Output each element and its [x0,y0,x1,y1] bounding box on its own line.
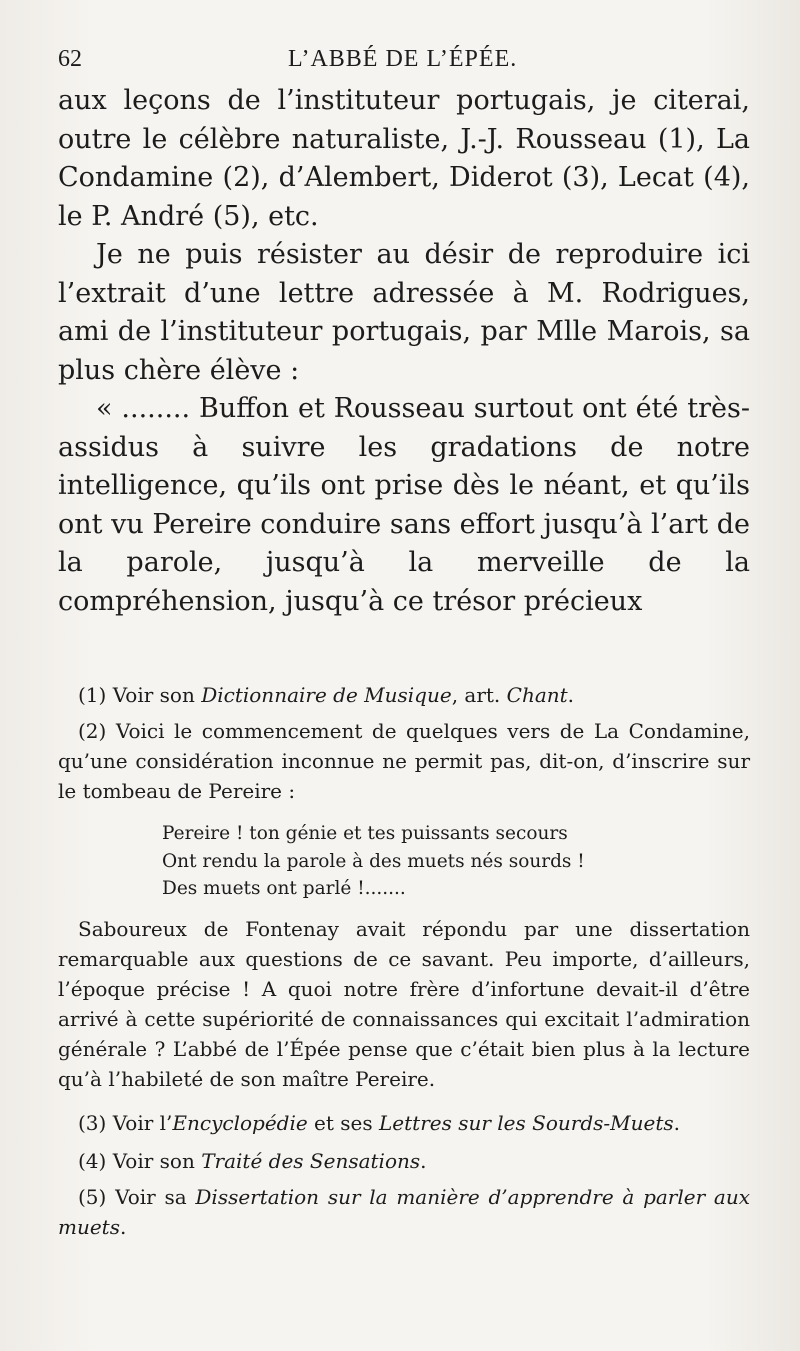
running-head: L’ABBÉ DE L’ÉPÉE. [288,46,518,72]
footnote-2-continuation [58,914,750,1094]
fn3-middle: et ses [307,1111,380,1135]
fn4-title: Traité des Sensations [201,1149,421,1173]
page-number: 62 [58,46,82,72]
footnote-3 [58,1108,750,1138]
verse-line-3: Des muets ont parlé !....... [162,878,406,899]
fn5-end: . [119,1215,127,1239]
footnote-2 [58,716,750,806]
fn1-prefix: (1) Voir son [78,683,202,707]
fn1-article: Chant [506,683,568,707]
fn4-end: . [420,1149,427,1173]
fn1-middle: , art. [451,683,507,707]
footnote-5 [58,1182,750,1242]
fn3-title-1: Encyclopédie [172,1111,308,1135]
fn5-title: Dissertation sur la manière d’apprendre à parler aux muets [58,1185,750,1239]
fn1-end: . [567,683,575,707]
fn4-prefix: (4) Voir son [78,1149,202,1173]
paragraph-2: Je ne puis résister au désir de reproduire ici l’extrait d’une lettre adressée à M. Rodrigues, ami de l’instituteur portugais, par Mlle Marois, sa plus chère élève : [58,239,750,386]
fn5-prefix: (5) Voir sa [78,1185,196,1209]
fn2-continuation: Saboureux de Fontenay avait répondu par une dissertation remarquable aux questions de ce savant. Peu importe, d’ailleurs, l’époque précise ! A quoi notre frère d’infortune devait-il d’être arrivé à cette supériorité de connaissances qui excitait l’admiration générale ? L’abbé de l’Épée pense que c’était bien plus à la lecture qu’à l’habileté de son maître Pereire. [58,917,750,1091]
fn3-title-2: Lettres sur les Sourds-Muets [379,1111,674,1135]
paragraph-1: aux leçons de l’instituteur portugais, je citerai, outre le célèbre naturaliste, J.-J. Rousseau (1), La Condamine (2), d’Alembert, Diderot (3), Lecat (4), le P. André (5), etc. [58,85,750,232]
verse-line-2: Ont rendu la parole à des muets nés sourds ! [162,850,585,872]
fn3-end: . [673,1111,681,1135]
paragraph-3-quote: « ........ Buffon et Rousseau surtout ont été très-assidus à suivre les gradations de notre intelligence, qu’ils ont prise dès le néant, et qu’ils ont vu Pereire conduire sans effort jusqu’à l’art de la parole, jusqu’à la merveille de la compréhension, jusqu’à ce trésor précieux [58,393,750,617]
footnote-1 [58,680,750,710]
verse-line-1: Pereire ! ton génie et tes puissants secours [162,823,568,844]
fn3-prefix: (3) Voir l’ [78,1111,173,1135]
page-header [58,42,748,82]
verse-block [162,820,682,903]
fn2-intro: (2) Voici le commencement de quelques vers de La Condamine, qu’une considération inconnue ne permit pas, dit-on, d’inscrire sur le tombeau de Pereire : [58,719,750,803]
main-text [58,82,750,621]
footnote-4 [58,1146,750,1176]
fn1-title: Dictionnaire de Musique [201,683,452,707]
